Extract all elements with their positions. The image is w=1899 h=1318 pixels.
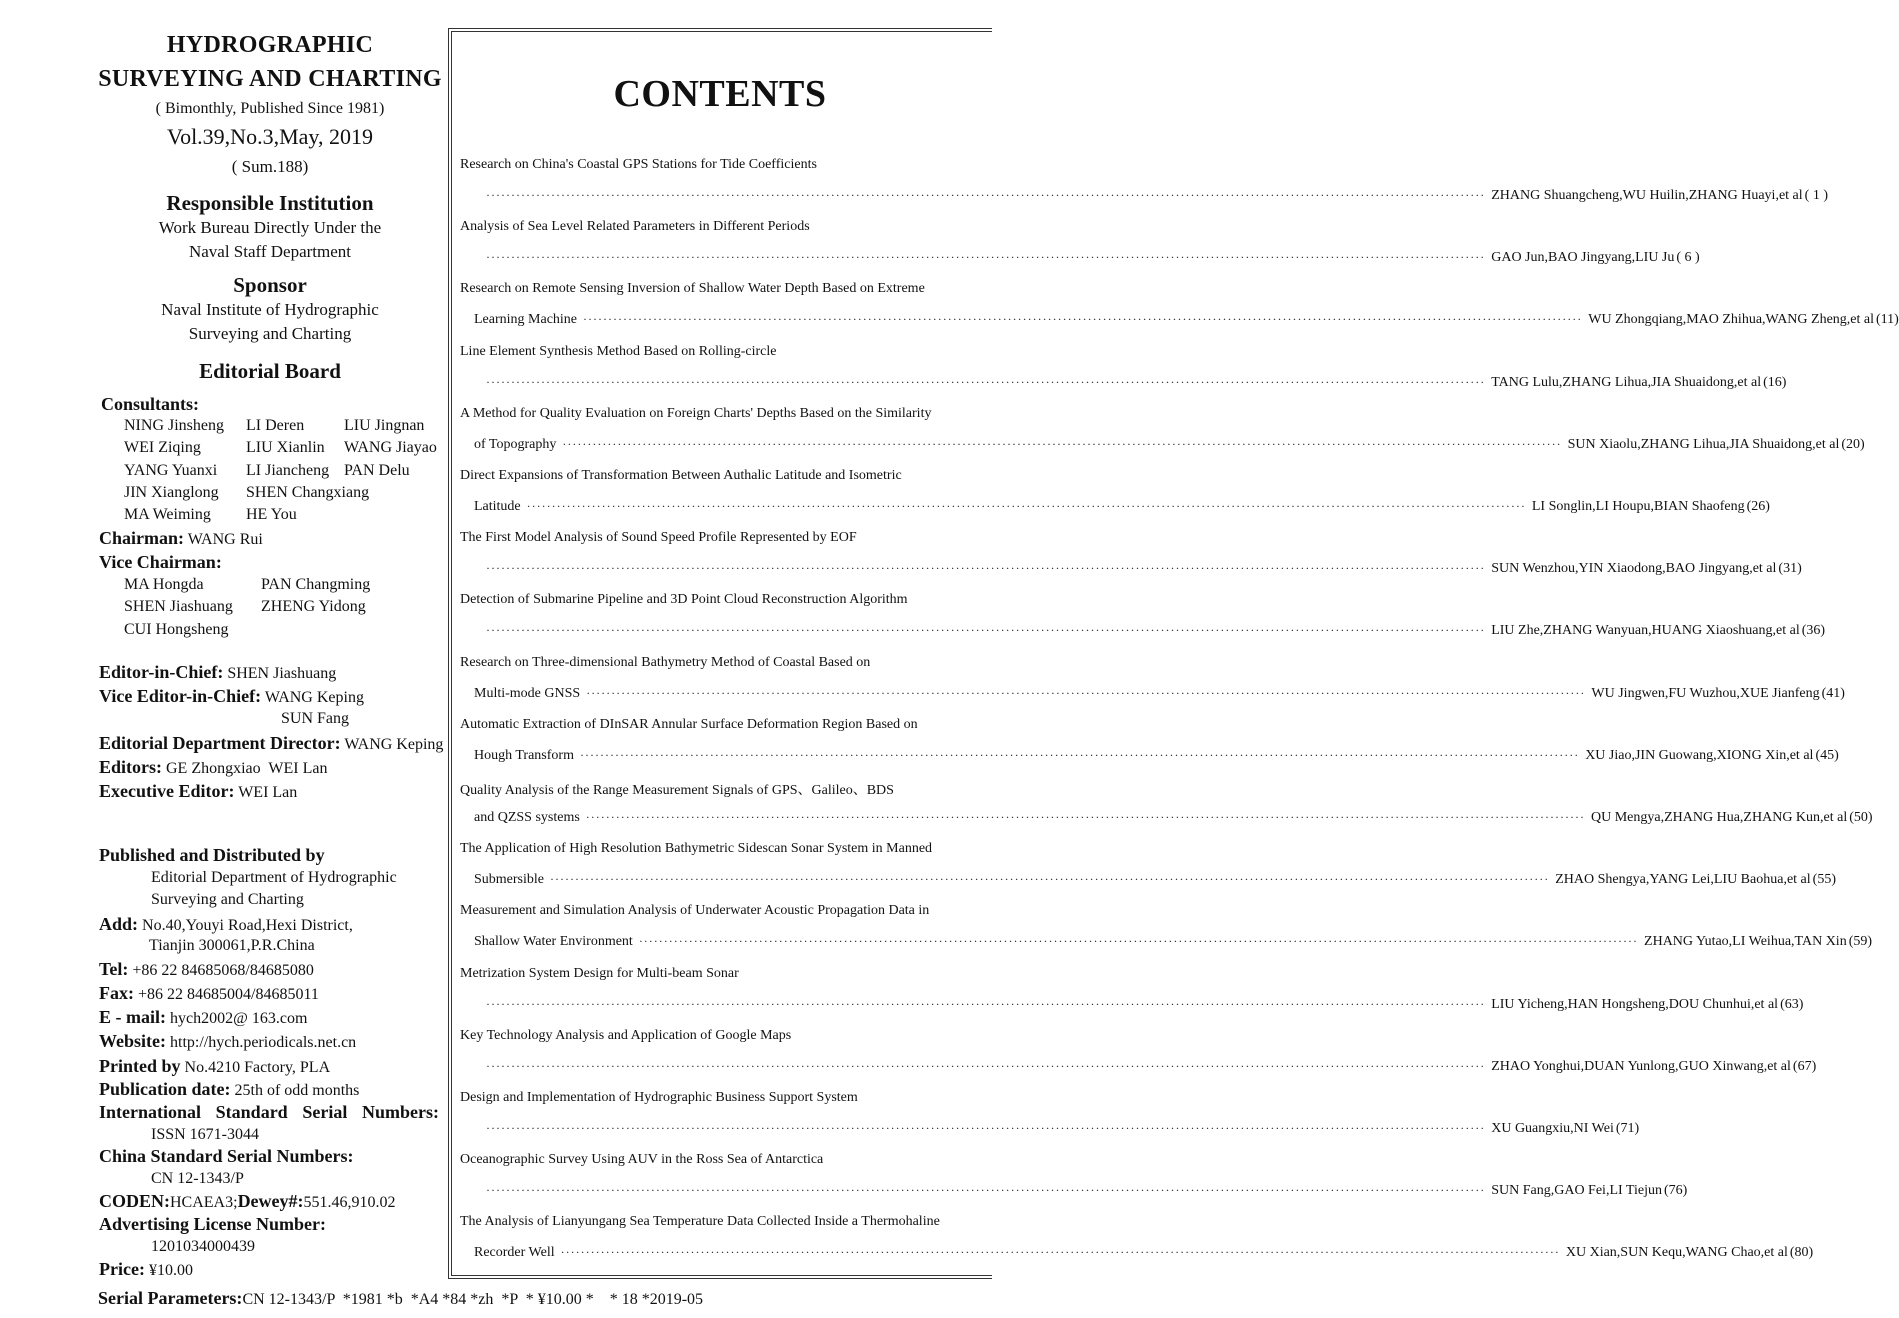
journal-frequency: ( Bimonthly, Published Since 1981) bbox=[155, 100, 385, 117]
masthead bbox=[98, 28, 448, 384]
pubdate-value: 25th of odd months bbox=[234, 1082, 360, 1099]
adv-label: Advertising License Number: bbox=[99, 1214, 326, 1234]
article-authors: WU Jingwen,FU Wuzhou,XUE Jianfeng bbox=[1591, 685, 1820, 701]
price-row bbox=[99, 1259, 193, 1280]
article-authors: SUN Fang,GAO Fei,LI Tiejun bbox=[1491, 1183, 1662, 1199]
article-title: Direct Expansions of Transformation Between Authalic Latitude and Isometric bbox=[460, 468, 902, 483]
article-page: (55) bbox=[1812, 872, 1836, 888]
article-title: Automatic Extraction of DInSAR Annular Surface Deformation Region Based on bbox=[460, 716, 918, 732]
chairman-label: Chairman: bbox=[99, 528, 184, 548]
editors-row bbox=[99, 757, 327, 778]
consultant-name: YANG Yuanxi bbox=[124, 461, 218, 479]
published-line2: Surveying and Charting bbox=[151, 891, 304, 908]
website-label: Website: bbox=[99, 1031, 166, 1051]
vice-chairman-name: CUI Hongsheng bbox=[124, 620, 229, 638]
responsible-institution-line1: Work Bureau Directly Under the bbox=[158, 218, 382, 237]
consultant-name: JIN Xianglong bbox=[124, 483, 219, 501]
leader-dots: ········································································································································································································ bbox=[486, 561, 1486, 576]
article-author-line bbox=[460, 934, 1873, 950]
chairman-row bbox=[99, 528, 263, 549]
article-title: The Analysis of Lianyungang Sea Temperature Data Collected Inside a Thermohaline bbox=[460, 1214, 940, 1230]
article-authors: WU Zhongqiang,MAO Zhihua,WANG Zheng,et al bbox=[1588, 312, 1875, 328]
tel-label: Tel: bbox=[99, 959, 129, 979]
vice-chairman-name: SHEN Jiashuang bbox=[124, 598, 233, 616]
article-authors: LIU Yicheng,HAN Hongsheng,DOU Chunhui,et al bbox=[1491, 996, 1779, 1012]
coden-value: HCAEA3; bbox=[170, 1194, 238, 1211]
tel-row bbox=[99, 959, 314, 980]
article-title-continuation: Shallow Water Environment bbox=[474, 934, 633, 950]
address-label: Add: bbox=[99, 914, 139, 934]
article-author-line bbox=[460, 747, 1839, 764]
consultant-name: WANG Jiayao bbox=[344, 439, 437, 457]
article-author-line bbox=[460, 561, 1802, 577]
dept-director-label: Editorial Department Director: bbox=[99, 733, 341, 753]
article-author-line bbox=[460, 872, 1836, 888]
article-page: (36) bbox=[1801, 623, 1826, 639]
article-author-line bbox=[460, 374, 1787, 391]
article-page: (16) bbox=[1763, 374, 1787, 390]
article-author-line bbox=[460, 499, 1770, 515]
article-title: Metrization System Design for Multi-beam Sonar bbox=[460, 965, 739, 981]
article-author-line bbox=[460, 1121, 1640, 1137]
article-page: (63) bbox=[1780, 996, 1804, 1012]
article-title: Detection of Submarine Pipeline and 3D Point Cloud Reconstruction Algorithm bbox=[460, 592, 908, 608]
dept-director-row bbox=[99, 733, 443, 754]
article-authors: XU Guangxiu,NI Wei bbox=[1491, 1121, 1614, 1136]
article-author-line bbox=[460, 685, 1845, 702]
leader-dots: ········································································································································································································ bbox=[550, 872, 1550, 887]
journal-volume: Vol.39,No.3,May, 2019 bbox=[167, 124, 373, 149]
vice-editor-name-2: SUN Fang bbox=[281, 710, 350, 727]
consultant-name: LIU Jingnan bbox=[344, 417, 425, 434]
leader-dots: ········································································································································································································ bbox=[486, 1121, 1486, 1135]
price-label: Price: bbox=[99, 1259, 145, 1279]
leader-dots: ········································································································································································································ bbox=[486, 996, 1486, 1011]
article-page: (50) bbox=[1849, 810, 1873, 825]
chairman-name: WANG Rui bbox=[187, 531, 263, 548]
article-authors: ZHAO Yonghui,DUAN Yunlong,GUO Xinwang,et al bbox=[1491, 1058, 1791, 1074]
article-title-continuation: Submersible bbox=[474, 872, 544, 888]
consultant-name: HE You bbox=[246, 506, 297, 524]
consultant-name: LIU Xianlin bbox=[246, 439, 325, 457]
printed-value: No.4210 Factory, PLA bbox=[184, 1059, 331, 1076]
responsible-institution-heading: Responsible Institution bbox=[166, 191, 374, 215]
consultant-name: SHEN Changxiang bbox=[246, 483, 370, 501]
fax-value: +86 22 84685004/84685011 bbox=[138, 986, 319, 1003]
journal-sum: ( Sum.188) bbox=[231, 157, 309, 176]
leader-dots: ········································································································································································································ bbox=[579, 747, 1580, 762]
sponsor-heading: Sponsor bbox=[233, 273, 307, 297]
coden-row bbox=[99, 1191, 396, 1212]
leader-dots: ········································································································································································································ bbox=[486, 188, 1486, 202]
article-title: Analysis of Sea Level Related Parameters in Different Periods bbox=[460, 219, 810, 235]
leader-dots: ········································································································································································································ bbox=[486, 1183, 1486, 1198]
leader-dots: ········································································································································································································ bbox=[638, 934, 1639, 949]
article-author-line bbox=[460, 996, 1804, 1013]
consultant-name: LI Jiancheng bbox=[246, 461, 330, 479]
article-page: (71) bbox=[1615, 1121, 1640, 1136]
leader-dots: ········································································································································································································ bbox=[562, 436, 1562, 451]
article-author-line bbox=[460, 312, 1899, 328]
article-page: (31) bbox=[1778, 561, 1802, 577]
leader-dots: ········································································································································································································ bbox=[560, 1245, 1560, 1260]
address-row bbox=[99, 914, 353, 935]
coden-label: CODEN: bbox=[99, 1191, 170, 1211]
article-page: (59) bbox=[1848, 934, 1873, 950]
article-author-line bbox=[460, 188, 1828, 204]
article-title: Measurement and Simulation Analysis of Underwater Acoustic Propagation Data in bbox=[460, 903, 930, 919]
leader-dots: ········································································································································································································ bbox=[586, 685, 1586, 700]
journal-title-line2: SURVEYING AND CHARTING bbox=[98, 66, 442, 92]
article-author-line bbox=[460, 623, 1826, 639]
vice-editor-row bbox=[99, 686, 364, 707]
journal-title-line1: HYDROGRAPHIC bbox=[166, 32, 374, 58]
article-authors: ZHANG Yutao,LI Weihua,TAN Xin bbox=[1644, 934, 1847, 950]
article-authors: XU Xian,SUN Kequ,WANG Chao,et al bbox=[1565, 1245, 1788, 1261]
article-authors: GAO Jun,BAO Jingyang,LIU Ju bbox=[1491, 250, 1675, 266]
cn-label: China Standard Serial Numbers: bbox=[99, 1146, 354, 1166]
adv-value: 1201034000439 bbox=[151, 1238, 255, 1255]
website-row bbox=[99, 1031, 356, 1052]
dept-director-name: WANG Keping bbox=[344, 736, 444, 753]
article-authors: SUN Wenzhou,YIN Xiaodong,BAO Jingyang,et al bbox=[1491, 561, 1777, 577]
article-author-line bbox=[460, 1183, 1688, 1199]
vice-editor-label: Vice Editor-in-Chief: bbox=[99, 686, 262, 706]
editor-in-chief-row bbox=[99, 662, 336, 683]
article-authors: QU Mengya,ZHANG Hua,ZHANG Kun,et al bbox=[1591, 810, 1848, 825]
serial-value: CN 12-1343/P *1981 *b *A4 *84 *zh *P * ¥10.00 * * 18 *2019-05 bbox=[242, 1291, 704, 1308]
article-author-line bbox=[460, 250, 1700, 266]
leader-dots: ········································································································································································································ bbox=[486, 1058, 1486, 1073]
article-title-continuation: Learning Machine bbox=[474, 312, 578, 328]
article-title-continuation: of Topography bbox=[474, 436, 557, 452]
vice-chairman-name: ZHENG Yidong bbox=[261, 598, 366, 616]
issn-label: International Standard Serial Numbers: bbox=[99, 1102, 439, 1122]
article-title: Line Element Synthesis Method Based on Rolling-circle bbox=[460, 343, 777, 359]
leader-dots: ········································································································································································································ bbox=[486, 623, 1486, 638]
email-value: hych2002@ 163.com bbox=[170, 1010, 308, 1027]
article-page: (76) bbox=[1663, 1183, 1688, 1199]
article-title: Research on China's Coastal GPS Stations for Tide Coefficients bbox=[460, 157, 817, 172]
vice-editor-name-1: WANG Keping bbox=[264, 689, 364, 706]
article-title-continuation: Hough Transform bbox=[474, 747, 574, 763]
article-author-line bbox=[460, 1245, 1814, 1261]
vice-chairman-label: Vice Chairman: bbox=[99, 552, 222, 572]
contents-title: CONTENTS bbox=[613, 73, 827, 115]
consultant-name: WEI Ziqing bbox=[124, 439, 201, 457]
article-authors: LIU Zhe,ZHANG Wanyuan,HUANG Xiaoshuang,et al bbox=[1491, 623, 1800, 639]
consultant-name: NING Jinsheng bbox=[124, 417, 224, 434]
article-title-continuation: and QZSS systems bbox=[474, 810, 580, 825]
article-page: (11) bbox=[1876, 312, 1899, 328]
article-page: (45) bbox=[1815, 747, 1839, 763]
leader-dots: ········································································································································································································ bbox=[585, 810, 1586, 824]
article-authors: ZHAO Shengya,YANG Lei,LIU Baohua,et al bbox=[1555, 872, 1811, 888]
article-title: Oceanographic Survey Using AUV in the Ross Sea of Antarctica bbox=[460, 1152, 824, 1168]
editor-in-chief-name: SHEN Jiashuang bbox=[227, 665, 337, 682]
editorial-board-heading: Editorial Board bbox=[199, 359, 341, 383]
responsible-institution-line2: Naval Staff Department bbox=[188, 242, 352, 261]
cn-value: CN 12-1343/P bbox=[151, 1170, 244, 1187]
article-title: Design and Implementation of Hydrographic Business Support System bbox=[460, 1090, 858, 1105]
consultant-name: MA Weiming bbox=[124, 506, 211, 524]
printed-row bbox=[99, 1056, 330, 1077]
exec-editor-name: WEI Lan bbox=[238, 784, 298, 801]
article-page: (80) bbox=[1789, 1245, 1814, 1261]
article-title: A Method for Quality Evaluation on Foreign Charts' Depths Based on the Similarity bbox=[460, 405, 932, 421]
serial-label: Serial Parameters: bbox=[98, 1288, 243, 1308]
published-label: Published and Distributed by bbox=[99, 845, 325, 865]
fax-label: Fax: bbox=[99, 983, 134, 1003]
vice-chairman-name: MA Hongda bbox=[124, 576, 204, 593]
consultants-label: Consultants: bbox=[101, 394, 200, 414]
leader-dots: ········································································································································································································ bbox=[526, 499, 1526, 513]
dewey-value: 551.46,910.02 bbox=[303, 1194, 396, 1211]
article-page: (20) bbox=[1841, 436, 1865, 452]
article-title: The First Model Analysis of Sound Speed Profile Represented by EOF bbox=[460, 530, 857, 546]
website-value: http://hych.periodicals.net.cn bbox=[170, 1034, 357, 1051]
dewey-label: Dewey#: bbox=[237, 1191, 304, 1211]
address-line1: No.40,Youyi Road,Hexi District, bbox=[142, 917, 353, 934]
editor-in-chief-label: Editor-in-Chief: bbox=[99, 662, 224, 682]
article-page: (41) bbox=[1821, 685, 1845, 701]
article-title-continuation: Recorder Well bbox=[474, 1245, 555, 1261]
article-title: Research on Three-dimensional Bathymetry Method of Coastal Based on bbox=[460, 654, 871, 670]
issn-value: ISSN 1671-3044 bbox=[151, 1126, 260, 1143]
editors-label: Editors: bbox=[99, 757, 162, 777]
article-authors: XU Jiao,JIN Guowang,XIONG Xin,et al bbox=[1585, 747, 1814, 763]
editors-names: GE Zhongxiao WEI Lan bbox=[166, 760, 328, 777]
article-title-continuation: Latitude bbox=[474, 499, 521, 514]
serial-parameters bbox=[98, 1288, 703, 1309]
article-author-line bbox=[460, 810, 1873, 826]
leader-dots: ········································································································································································································ bbox=[583, 312, 1583, 327]
article-authors: SUN Xiaolu,ZHANG Lihua,JIA Shuaidong,et al bbox=[1567, 436, 1840, 452]
leader-dots: ········································································································································································································ bbox=[486, 250, 1486, 265]
article-page: ( 6 ) bbox=[1676, 250, 1700, 266]
article-author-line bbox=[460, 436, 1865, 453]
article-page: (26) bbox=[1746, 499, 1770, 514]
article-authors: LI Songlin,LI Houpu,BIAN Shaofeng bbox=[1531, 499, 1745, 514]
article-title: The Application of High Resolution Bathymetric Sidescan Sonar System in Manned bbox=[460, 841, 933, 857]
vice-chairman-name: PAN Changming bbox=[261, 576, 371, 593]
address-line2: Tianjin 300061,P.R.China bbox=[149, 937, 315, 954]
leader-dots: ········································································································································································································ bbox=[486, 374, 1486, 389]
article-title: Quality Analysis of the Range Measurement Signals of GPS、Galileo、BDS bbox=[460, 783, 894, 798]
consultant-name: LI Deren bbox=[246, 417, 305, 434]
sponsor-line2: Surveying and Charting bbox=[188, 324, 352, 343]
fax-row bbox=[99, 983, 319, 1004]
tel-value: +86 22 84685068/84685080 bbox=[132, 962, 314, 979]
sponsor-line1: Naval Institute of Hydrographic bbox=[161, 300, 379, 319]
article-title: Research on Remote Sensing Inversion of Shallow Water Depth Based on Extreme bbox=[460, 281, 925, 297]
exec-editor-label: Executive Editor: bbox=[99, 781, 235, 801]
article-page: (67) bbox=[1792, 1058, 1817, 1074]
exec-editor-row bbox=[99, 781, 297, 802]
published-line1: Editorial Department of Hydrographic bbox=[151, 869, 397, 886]
email-label: E - mail: bbox=[99, 1007, 166, 1027]
article-author-line bbox=[460, 1058, 1817, 1075]
article-title: Key Technology Analysis and Application of Google Maps bbox=[460, 1027, 792, 1043]
price-value: ¥10.00 bbox=[148, 1262, 193, 1279]
article-title-continuation: Multi-mode GNSS bbox=[474, 685, 581, 701]
email-row bbox=[99, 1007, 307, 1028]
printed-label: Printed by bbox=[99, 1056, 181, 1076]
article-authors: ZHANG Shuangcheng,WU Huilin,ZHANG Huayi,et al bbox=[1491, 188, 1803, 203]
article-authors: TANG Lulu,ZHANG Lihua,JIA Shuaidong,et al bbox=[1491, 374, 1762, 390]
pubdate-row bbox=[99, 1079, 359, 1100]
article-page: ( 1 ) bbox=[1804, 188, 1828, 203]
consultant-name: PAN Delu bbox=[344, 461, 410, 479]
pubdate-label: Publication date: bbox=[99, 1079, 231, 1099]
